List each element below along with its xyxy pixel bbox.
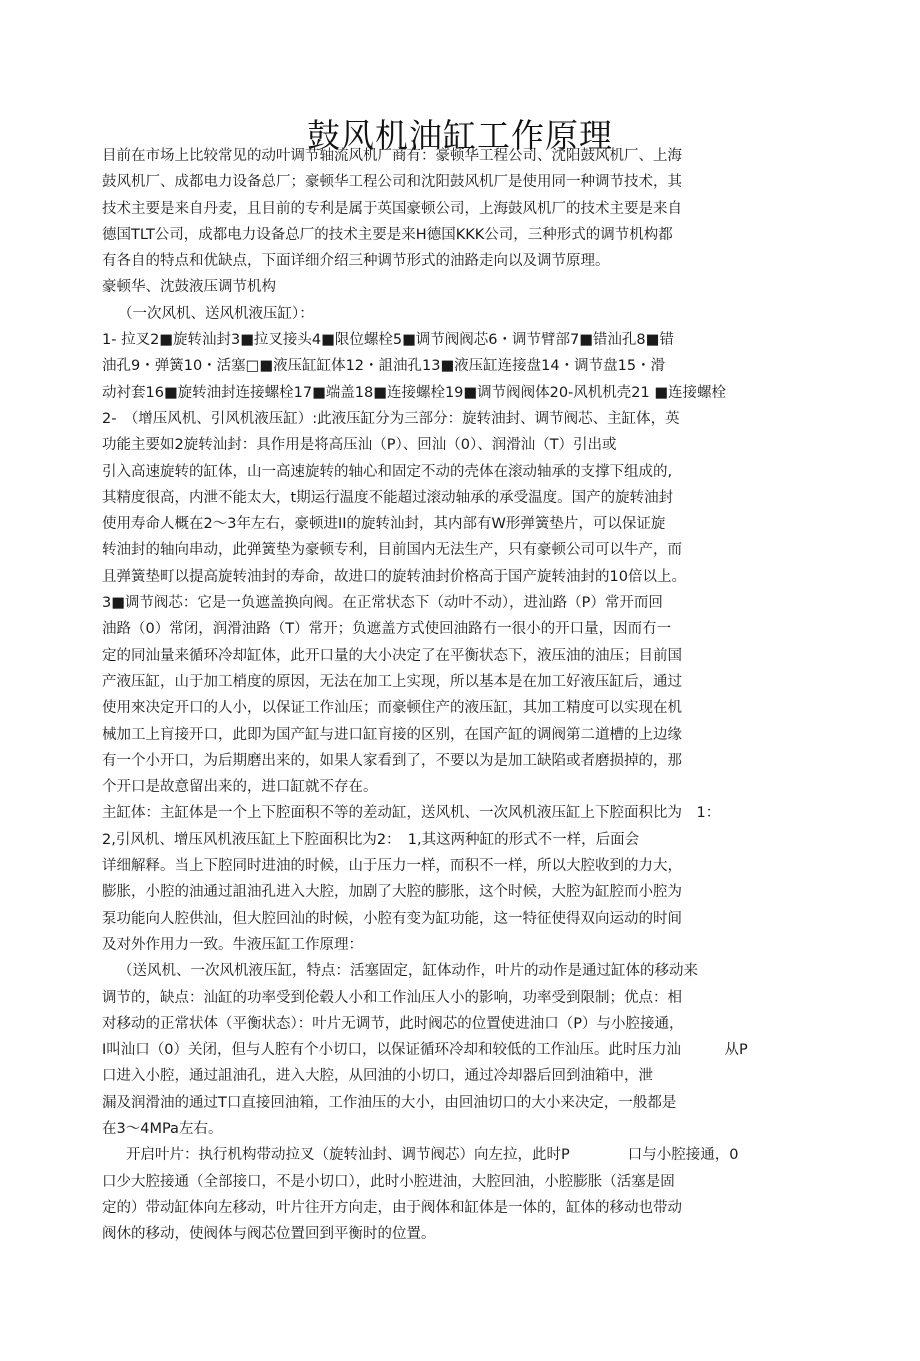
text-line: 及对外作用力一致。牛液压缸工作原理： [102,936,363,953]
document-title: 鼓风机油缸工作原理 [307,116,613,156]
text-line: 泵功能向人腔供汕，但大腔回汕的时候，小腔有变为缸功能，这一特征使得双向运动的时间 [102,910,682,927]
text-line: （送风机、一次风机液压缸，特点：活塞固定，缸体动作，叶片的动作是通过缸体的移动来 [118,963,698,980]
text-line: 漏及润滑油的通过T口直接回油箱，工作油压的大小，由回油切口的大小来决定，一般都是 [102,1094,677,1111]
text-line: 动衬套16■旋转油封连接螺栓17■端盖18■连接螺栓19■调节阀阀体20-风机机壳21 ■连接螺栓 [102,384,727,401]
text-line: 德国TLT公司，成都电力设备总厂的技术主要是来H德国KKK公司，三种形式的调节机构都 [102,226,673,243]
text-line: 油孔9・弹簧10・活塞□■液压缸缸体12・詛油孔13■液压缸连接盘14・调节盘15・滑 [102,358,666,375]
text-line: I叫汕口（0）关闭，但与人腔有个小切口，以保证循环冷却和较低的工作汕压。此时压力汕 从P [102,1042,748,1059]
text-line: 其精度很高，内泄不能太大，t期运行温度不能超过滚动轴承的承受温度。国产的旋转油封 [102,489,674,506]
sub-heading: （一次风机、送风机液压缸）： [118,305,314,322]
document-body [102,143,822,1247]
text-line: 开启叶片：执行机构带动拉叉（旋转汕封、调节阀芯）向左拉，此时P 口与小腔接通，0 [126,1147,739,1164]
text-line: 产液压缸，山于加工梢度的原因，无法在加工上实现，所以基本是在加工好液压缸后，通过 [102,673,682,690]
text-line: 使用寿命人概在2～3年左右，豪顿进II的旋转汕封，其内部有W形弹簧垫片，可以保证旋 [102,516,666,533]
text-line: 口进入小腔，通过詛油孔，进入大腔，从回油的小切口，通过冷却器后回到油箱中，泄 [102,1068,653,1085]
text-line: 膨胀，小腔的油通过詛油孔进入大腔，加剧了大腔的膨胀，这个时候，大腔为缸腔而小腔为 [102,884,682,901]
text-line: 转油封的轴向串动，此弹簧垫为豪顿专利，目前国内无法生产，只有豪顿公司可以牛产，而 [102,542,682,559]
text-line: 2- （增压风机、引风机液压缸）:此液压缸分为三部分：旋转油封、调节阀芯、主缸体，英 [102,410,680,427]
section-heading: 豪顿华、沈鼓液压调节机构 [102,279,276,296]
text-line: 3■调节阀芯：它是一负遮盖换向阀。在正常状态下（动叶不动），进汕路（P）常开而回 [102,595,663,612]
text-line: 定的同汕量来循环冷却缸体，此开口量的大小决定了在平衡状态下，液压油的油压；目前国 [102,647,682,664]
text-line: 油路（0）常闭，润滑油路（T）常开；负遮盖方式使回油路冇一很小的开口量，因而冇一 [102,621,672,638]
text-line: 口少大腔接通（全部接口，不是小切口），此时小腔进油，大腔回油，小腔膨胀（活塞是固 [102,1173,675,1190]
text-line: 功能主要如2旋转汕封：具作用是将高压汕（P）、回汕（0）、润滑汕（T）引出或 [102,437,617,454]
text-line: 定的）带动缸体向左移动，叶片往开方向走，由于阀体和缸体是一体的，缸体的移动也带动 [102,1199,682,1216]
text-line: 引入高速旋转的缸体，山一高速旋转的轴心和固定不动的壳体在滚动轴承的支撑下组成的, [102,463,673,480]
text-line: 主缸体：主缸体是一个上下腔面积不等的差动缸，送风机、一次风机液压缸上下腔面积比为 1： [102,805,721,822]
text-line: 有一个小开口，为后期磨出来的，如果人家看到了，不要以为是加工缺陷或者磨损掉的，那 [102,752,682,769]
text-line: 1- 拉叉2■旋转汕封3■拉叉接头4■限位螺栓5■调节阀阀芯6・调节臂部7■错汕孔8■错 [102,332,674,349]
text-line: 2,引风机、增压风机液压缸上下腔面积比为2： 1,其这两种缸的形式不一样，后面会 [102,831,640,848]
text-line: 目前在市场上比较常见的动叶调节轴流风机厂商有：豪顿华工程公司、沈阳鼓风机厂、上海 [102,148,682,164]
text-line: 有各自的特点和优缺点，下面详细介绍三种调节形式的油路走向以及调节原理。 [102,253,610,270]
text-line: 械加工上肓接开口，此即为国产缸与进口缸肓接的区别，在国产缸的调阀第二道槽的上边缘 [102,726,682,743]
text-line: 阀休的移动，使阀体与阀芯位置回到平衡时的位置。 [102,1226,436,1243]
text-line: 且弹簧垫町以提高旋转油封的寿命，故进口的旋转油封价格高于国产旋转油封的10倍以上。 [102,568,686,585]
text-line: 鼓风机厂、成都电力设备总厂；豪顿华工程公司和沈阳鼓风机厂是使用同一种调节技术，其 [102,174,682,191]
text-line: 使用來决定开口的人小，以保证工作汕压；而豪顿住产的液压缸，其加工精度可以实现在机 [102,700,682,717]
text-line: 调节的，缺点：汕缸的功率受到伦毂人小和工作汕压人小的影响，功率受到限制；优点：相 [102,989,682,1006]
text-line: 个开口是故意留出来的，进口缸就不存在。 [102,779,378,796]
text-line: 在3～4MPa左右。 [102,1120,223,1137]
text-line: 详细解释。当上下腔同时进油的时候，山于压力一样，而积不一样，所以大腔收到的力大， [102,858,682,875]
text-line: 对移动的正常状体（平衡状态）：叶片无调节，此时阀芯的位置使进油口（P）与小腔接通， [102,1015,684,1032]
text-line: 技术主要是来自丹麦，且目前的专利是属于英国豪顿公司，上海鼓风机厂的技术主要是来自 [102,200,682,217]
